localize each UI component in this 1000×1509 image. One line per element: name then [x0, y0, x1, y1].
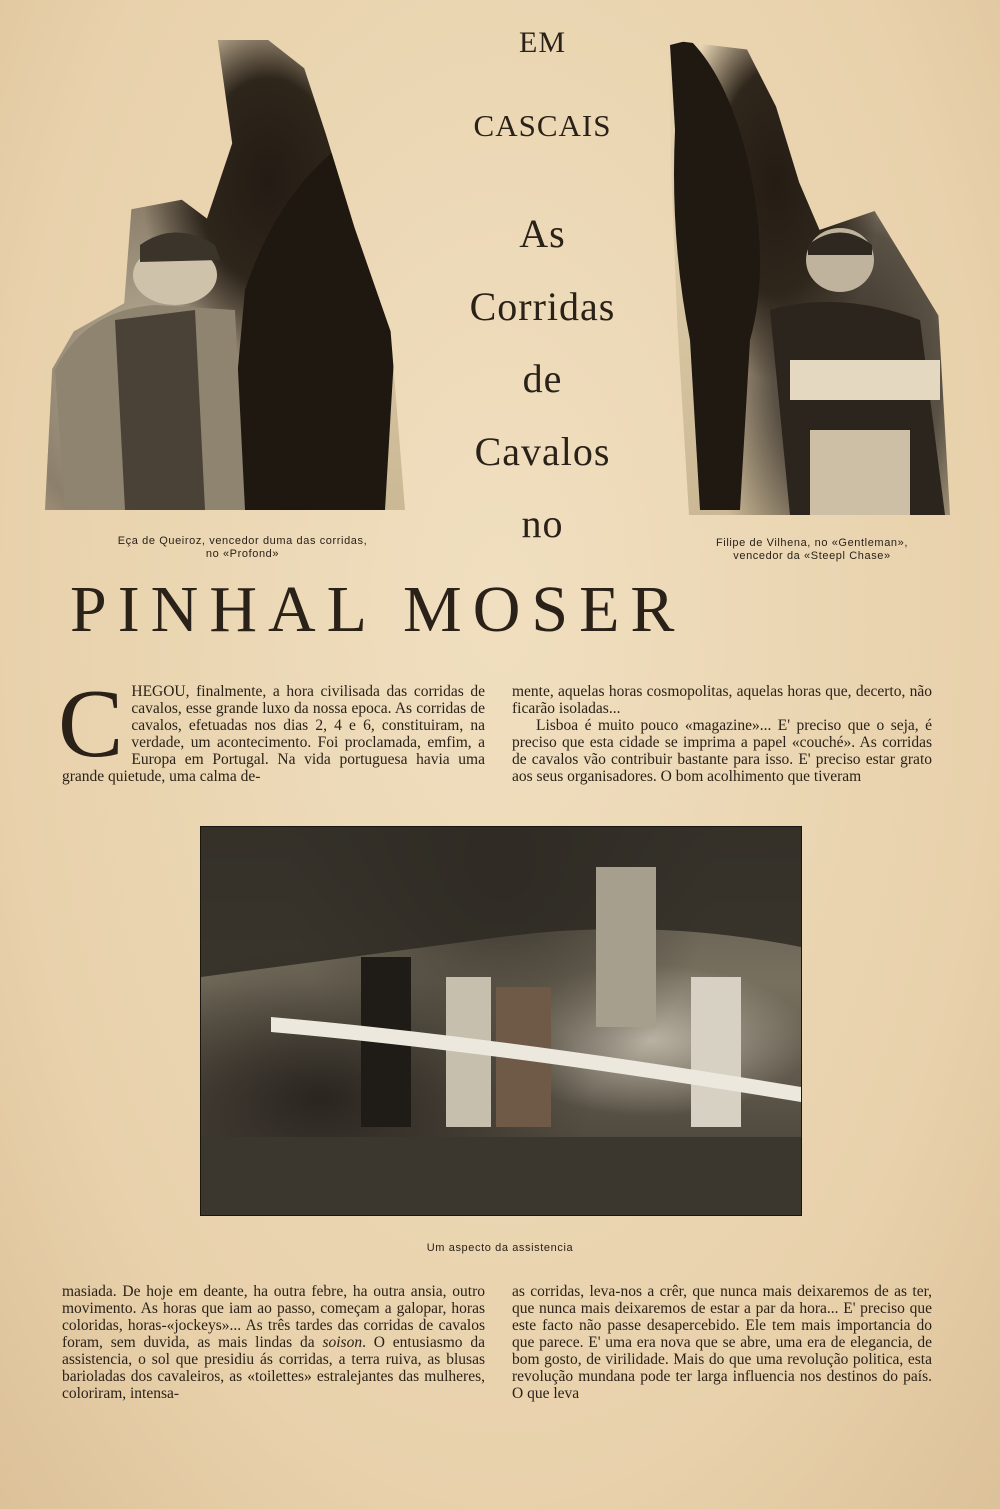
headline-corridas: Corridas: [469, 284, 616, 329]
crowd-illustration-icon: [201, 827, 801, 1215]
article-col4-text: as corridas, leva-nos a crêr, que nunca mais deixaremos de as ter, que nunca mais deixaremos de estar a par da hora... E' preciso que este facto não passe desapercebido. Ele tem mais importancia do que parece. E' uma era nova que se abre, uma era de elegancia, de bom gosto, de virilidade. Mais do que uma revolução politica, esta revolução mundana pode ter larga influencia nos destinos do país. O que leva: [512, 1283, 932, 1402]
article-col3-text-a: masiada. De hoje em deante, ha outra febre, ha outra ansia, outro movimento. As horas que iam ao passo, começam a galopar, horas coloridas, horas-«jockeys»... As três tardes das corridas de cavalos foram, sem duvida, as mais lindas da: [62, 1283, 485, 1351]
headline-de: de: [522, 356, 563, 401]
headline-pinhal-moser: PINHAL MOSER: [70, 573, 686, 646]
article-column-1: [58, 670, 485, 785]
horse-jockey-illustration-icon: [45, 40, 405, 510]
photo-jockey-eca-de-queiroz: [45, 40, 405, 510]
article-col3-text-b: . O entusiasmo da assistencia, o sol que presidiu ás corridas, a terra ruiva, as blusas barioladas dos cavaleiros, as «toilettes» estralejantes das mulheres, coloriram, intensa-: [62, 1334, 485, 1402]
caption-right-line-2: vencedor da «Steepl Chase»: [733, 550, 891, 562]
headline-em: EM: [519, 26, 566, 59]
caption-left-line-1: Eça de Queiroz, vencedor duma das corridas,: [117, 535, 368, 547]
article-col2-para-1: mente, aquelas horas cosmopolitas, aquelas horas que, decerto, não ficarão isoladas...: [512, 683, 932, 717]
article-column-3: [62, 1283, 485, 1402]
headline-as: As: [519, 211, 566, 256]
caption-crowd-photo: Um aspecto da assistencia: [426, 1242, 574, 1254]
caption-right-line-1: Filipe de Vilhena, no «Gentleman»,: [715, 537, 909, 549]
article-opening-word: HEGOU,: [131, 683, 190, 700]
article-column-4: [512, 1283, 932, 1402]
article-col3-italic: soison: [322, 1334, 363, 1351]
article-col1-text: finalmente, a hora civilisada das corridas de cavalos, esse grande luxo da nossa epoca. As corridas de cavalos, efetuadas nos dias 2, 4 e 6, constituiram, na verdade, um acontecimento. Foi proclamada, emfim, a Europa em Portugal. Na vida portuguesa havia uma grande quietude, uma calma de-: [62, 683, 485, 785]
caption-right-photo: [672, 537, 952, 563]
caption-left-line-2: no «Profond»: [205, 548, 280, 560]
article-column-2: [512, 683, 932, 785]
article-dropcap: C: [58, 670, 124, 778]
caption-left-photo: [70, 535, 415, 561]
horse-jockey-illustration-icon: [660, 40, 950, 515]
headline-no: no: [521, 501, 564, 546]
headline-cascais: CASCAIS: [473, 108, 612, 143]
headline-cavalos: Cavalos: [474, 429, 611, 474]
photo-jockey-filipe-de-vilhena: [660, 40, 950, 515]
article-col2-para-2: Lisboa é muito pouco «magazine»... E' preciso que o seja, é preciso que esta cidade se imprima a papel «couché». As corridas de cavalos vão contribuir bastante para isso. E' preciso estar grato aos seus organisadores. O bom acolhimento que tiveram: [512, 717, 932, 785]
photo-crowd-assistencia: [200, 826, 802, 1216]
